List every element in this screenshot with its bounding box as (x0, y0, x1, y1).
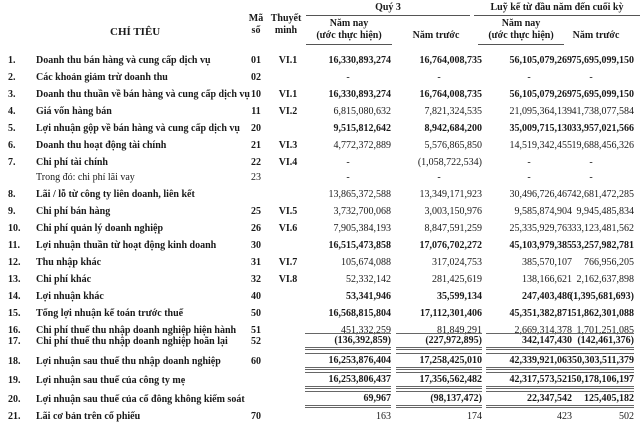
table-header (0, 0, 640, 52)
col-current-line1: Năm nay (501, 18, 541, 29)
value-ytd-prior: 9,945,485,834 (576, 206, 634, 217)
row-code: 22 (251, 157, 261, 168)
row-code: 21 (251, 140, 261, 151)
value-q3-prior: 81,849,291 (437, 325, 482, 336)
note-label-line1: Thuyết (270, 13, 302, 24)
value-q3-prior: 17,076,702,272 (419, 240, 482, 251)
row-code: 51 (251, 325, 261, 336)
table-row (0, 223, 640, 240)
row-label: Lợi nhuận sau thuế thu nhập doanh nghiệp (36, 356, 221, 367)
row-number: 9. (8, 206, 16, 217)
row-code: 32 (251, 274, 261, 285)
table-row (0, 394, 640, 411)
row-code: 31 (251, 257, 261, 268)
value-ytd-prior: 19,688,456,326 (571, 140, 634, 151)
value-q3-prior: (98,137,472) (396, 391, 482, 408)
col-current-line2: (ước thực hiện) (316, 30, 382, 41)
value-ytd-current: 423 (557, 411, 572, 422)
row-note: VI.8 (278, 274, 298, 285)
value-q3-prior: 7,821,324,535 (424, 106, 482, 117)
table-row (0, 336, 640, 353)
row-number: 20. (8, 394, 21, 405)
value-ytd-prior: 766,956,205 (584, 257, 634, 268)
row-number: 7. (8, 157, 16, 168)
value-q3-prior: 16,764,008,735 (419, 89, 482, 100)
table-row (0, 55, 640, 72)
row-label: Chi phí khác (36, 274, 92, 285)
row-label: Lợi nhuận gộp về bán hàng và cung cấp dịch vụ (36, 123, 240, 134)
row-code: 60 (251, 356, 261, 367)
row-note: VI.3 (278, 140, 298, 151)
table-row (0, 240, 640, 257)
value-q3-prior: 8,942,684,200 (424, 123, 482, 134)
row-number: 1. (8, 55, 16, 66)
row-label: Lợi nhuận sau thuế của công ty mẹ (36, 375, 186, 386)
value-ytd-current: 42,317,573,521 (486, 372, 572, 389)
row-label: Lãi / lỗ từ công ty liên doanh, liên kết (36, 189, 195, 200)
value-ytd-prior: 51,862,301,088 (571, 308, 634, 319)
value-q3-current: 16,568,815,804 (328, 308, 391, 319)
row-label: Lãi cơ bản trên cổ phiếu (36, 411, 141, 422)
row-note: VI.1 (278, 89, 298, 100)
group-ytd-label: Luỹ kế từ đầu năm đến cuối kỳ (474, 2, 640, 16)
value-ytd-prior: 75,695,099,150 (571, 55, 634, 66)
row-label: Tổng lợi nhuận kế toán trước thuế (36, 308, 184, 319)
row-number: 6. (8, 140, 16, 151)
row-label: Chi phí quản lý doanh nghiệp (36, 223, 164, 234)
value-q3-prior: 8,847,591,259 (424, 223, 482, 234)
value-q3-prior: 13,349,171,923 (419, 189, 482, 200)
table-row (0, 72, 640, 89)
value-q3-prior: - (437, 72, 441, 83)
row-label: Lợi nhuận sau thuế của cổ đông không kiểm soát (36, 394, 245, 405)
value-ytd-current: 45,351,382,871 (509, 308, 572, 319)
value-q3-current: 6,815,080,632 (333, 106, 391, 117)
table-row (0, 172, 640, 189)
table-row (0, 291, 640, 308)
value-ytd-current: 56,105,079,269 (509, 55, 572, 66)
value-ytd-current: 22,347,542 (486, 391, 572, 408)
value-ytd-current: 2,669,314,378 (514, 325, 572, 336)
value-q3-current: 16,253,876,404 (305, 353, 391, 370)
row-note: VI.5 (278, 206, 298, 217)
row-code: 02 (251, 72, 261, 83)
row-number: 5. (8, 123, 16, 134)
value-ytd-current: 9,585,874,904 (514, 206, 572, 217)
row-number: 4. (8, 106, 16, 117)
value-ytd-prior: 502 (619, 411, 634, 422)
row-label: Lợi nhuận thuần từ hoạt động kinh doanh (36, 240, 217, 251)
value-ytd-current: 385,570,107 (522, 257, 572, 268)
value-ytd-prior: 41,738,077,584 (571, 106, 634, 117)
col-ytd-prior: Năm trước (572, 30, 620, 41)
row-number: 2. (8, 72, 16, 83)
value-q3-current: 16,253,806,437 (305, 372, 391, 389)
value-q3-current: 52,332,142 (346, 274, 391, 285)
table-row (0, 411, 640, 428)
value-q3-current: 3,732,700,068 (333, 206, 391, 217)
value-ytd-prior: 42,681,472,285 (571, 189, 634, 200)
row-label: Thu nhập khác (36, 257, 102, 268)
value-ytd-current: 138,166,621 (522, 274, 572, 285)
table-row (0, 106, 640, 123)
value-ytd-current: 342,147,430 (486, 333, 572, 350)
row-note: VI.6 (278, 223, 298, 234)
value-ytd-current: 56,105,079,269 (509, 89, 572, 100)
value-q3-prior: 17,112,301,406 (420, 308, 482, 319)
value-q3-current: 163 (376, 411, 391, 422)
value-ytd-prior: 1,701,251,085 (576, 325, 634, 336)
row-note: VI.1 (278, 55, 298, 66)
row-label: Doanh thu bán hàng và cung cấp dịch vụ (36, 55, 211, 66)
row-note: VI.7 (278, 257, 298, 268)
row-note: VI.4 (278, 157, 298, 168)
value-q3-current: 9,515,812,642 (333, 123, 391, 134)
table-row (0, 189, 640, 206)
row-label: Chi phí thuế thu nhập doanh nghiệp hiện hành (36, 325, 237, 336)
value-q3-current: - (346, 157, 350, 168)
value-ytd-prior: (142,461,376) (548, 333, 634, 350)
value-q3-current: - (346, 172, 350, 183)
col-ytd-current (478, 18, 564, 45)
value-q3-current: 7,905,384,193 (333, 223, 391, 234)
row-code: 30 (251, 240, 261, 251)
value-q3-current: 69,967 (305, 391, 391, 408)
row-number: 21. (8, 411, 21, 422)
row-label: Doanh thu hoạt động tài chính (36, 140, 167, 151)
row-code: 20 (251, 123, 261, 134)
row-label: Chi phí tài chính (36, 157, 108, 168)
note-label-line2: minh (274, 25, 298, 36)
row-code: 50 (251, 308, 261, 319)
value-q3-prior: 317,024,753 (432, 257, 482, 268)
value-ytd-current: 45,103,979,385 (509, 240, 572, 251)
value-ytd-prior: - (589, 172, 593, 183)
row-number: 11. (8, 240, 20, 251)
row-number: 10. (8, 223, 21, 234)
group-header-ytd (474, 2, 640, 16)
value-q3-current: 16,515,473,858 (328, 240, 391, 251)
value-q3-current: 16,330,893,274 (328, 89, 391, 100)
value-q3-current: 105,674,088 (341, 257, 391, 268)
value-ytd-current: 21,095,364,139 (509, 106, 572, 117)
value-ytd-prior: 33,123,481,562 (571, 223, 634, 234)
value-q3-prior: (1,058,722,534) (417, 157, 482, 168)
value-ytd-current: - (527, 172, 531, 183)
row-code: 70 (251, 411, 261, 422)
row-number: 3. (8, 89, 16, 100)
value-ytd-prior: 53,257,982,781 (571, 240, 634, 251)
row-code: 23 (251, 172, 261, 183)
value-q3-prior: 17,356,562,482 (396, 372, 482, 389)
table-row (0, 274, 640, 291)
col-current-line1: Năm nay (329, 18, 369, 29)
row-code: 10 (251, 89, 261, 100)
row-code: 01 (251, 55, 261, 66)
row-number: 14. (8, 291, 21, 302)
value-ytd-prior: 75,695,099,150 (571, 89, 634, 100)
row-label: Trong đó: chi phí lãi vay (36, 172, 135, 183)
row-label: Doanh thu thuần về bán hàng và cung cấp dịch vụ (36, 89, 250, 100)
value-q3-current: 16,330,893,274 (328, 55, 391, 66)
value-q3-prior: - (437, 172, 441, 183)
value-ytd-current: 14,519,342,455 (509, 140, 572, 151)
value-ytd-prior: 125,405,182 (548, 391, 634, 408)
value-q3-current: 13,865,372,588 (328, 189, 391, 200)
row-number: 18. (8, 356, 21, 367)
value-q3-prior: 174 (467, 411, 482, 422)
value-q3-current: - (346, 72, 350, 83)
value-q3-current: 53,341,946 (346, 291, 391, 302)
row-number: 17. (8, 336, 21, 347)
value-ytd-prior: - (589, 157, 593, 168)
table-row (0, 257, 640, 274)
col-current-line2: (ước thực hiện) (488, 30, 554, 41)
row-label: Lợi nhuận khác (36, 291, 104, 302)
row-code: 26 (251, 223, 261, 234)
value-q3-current: (136,392,859) (305, 333, 391, 350)
value-q3-prior: 5,576,865,850 (424, 140, 482, 151)
value-q3-prior: 281,425,619 (432, 274, 482, 285)
row-label: Chi phí bán hàng (36, 206, 111, 217)
value-q3-prior: 17,258,425,010 (396, 353, 482, 370)
value-ytd-prior: (1,395,681,693) (569, 291, 634, 302)
row-label: Giá vốn hàng bán (36, 106, 112, 117)
value-ytd-prior: 50,178,106,197 (548, 372, 634, 389)
code-label-line1: Mã (248, 13, 264, 24)
row-code: 25 (251, 206, 261, 217)
value-q3-prior: 16,764,008,735 (419, 55, 482, 66)
table-row (0, 308, 640, 325)
table-row (0, 356, 640, 373)
value-ytd-prior: 2,162,637,898 (576, 274, 634, 285)
value-ytd-current: 42,339,921,063 (486, 353, 572, 370)
value-ytd-current: - (527, 157, 531, 168)
row-number: 19. (8, 375, 21, 386)
row-note: VI.2 (278, 106, 298, 117)
value-ytd-current: - (527, 72, 531, 83)
table-row (0, 89, 640, 106)
group-header-q3 (306, 2, 470, 16)
row-label: Các khoản giảm trừ doanh thu (36, 72, 168, 83)
value-q3-current: 4,772,372,889 (333, 140, 391, 151)
value-ytd-current: 30,496,726,467 (509, 189, 572, 200)
column-header-note (268, 13, 304, 37)
row-label: Chi phí thuế thu nhập doanh nghiệp hoãn lại (36, 336, 228, 347)
column-header-item: CHỈ TIÊU (110, 26, 161, 38)
value-ytd-prior: 50,303,511,379 (548, 353, 634, 370)
value-q3-prior: (227,972,895) (396, 333, 482, 350)
value-ytd-current: 247,403,486 (522, 291, 572, 302)
table-row (0, 206, 640, 223)
column-header-code (244, 13, 268, 37)
row-number: 16. (8, 325, 21, 336)
value-ytd-current: 25,335,929,763 (509, 223, 572, 234)
row-number: 13. (8, 274, 21, 285)
col-q3-prior: Năm trước (412, 30, 460, 41)
value-q3-prior: 35,599,134 (437, 291, 482, 302)
row-code: 40 (251, 291, 261, 302)
table-row (0, 140, 640, 157)
row-number: 12. (8, 257, 21, 268)
row-code: 52 (251, 336, 261, 347)
value-q3-prior: 3,003,150,976 (424, 206, 482, 217)
code-label-line2: số (251, 25, 261, 36)
col-q3-current (306, 18, 392, 45)
value-ytd-current: 35,009,715,130 (509, 123, 572, 134)
table-row (0, 123, 640, 140)
row-number: 15. (8, 308, 21, 319)
table-row (0, 375, 640, 392)
row-code: 11 (251, 106, 261, 117)
value-q3-current: 451,332,259 (341, 325, 391, 336)
value-ytd-prior: - (589, 72, 593, 83)
row-number: 8. (8, 189, 16, 200)
value-ytd-prior: 33,957,021,566 (571, 123, 634, 134)
group-q3-label: Quý 3 (306, 2, 470, 16)
